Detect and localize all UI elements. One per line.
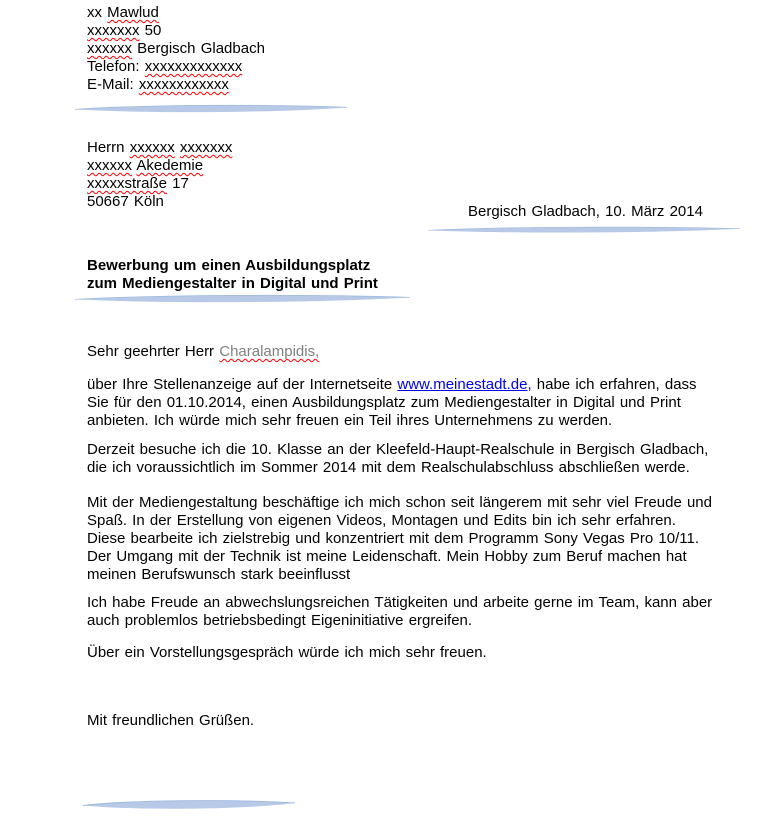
recipient-address-block [87,139,232,211]
sender-address-block [87,4,265,94]
misspelled-text: xxxxxstraße [87,175,168,192]
misspelled-text: xxxxxxx [179,139,233,156]
recipient-text: 50667 Köln [87,193,164,210]
misspelled-text: Mawlud [107,4,159,21]
paragraph-line: Derzeit besuche ich die 10. Klasse an der Kleefeld-Haupt-Realschule in Bergisch Gladbach, [87,441,709,458]
recipient-text: 17 [167,175,189,192]
recipient-city-line [87,193,232,211]
misspelled-text: Akedemie [136,157,204,174]
recipient-name: Charalampidis, [219,343,320,360]
meinestadt-link[interactable]: www.meinestadt.de, [397,376,532,393]
swoosh-footer [83,799,295,811]
swoosh-under-sender [75,104,347,114]
misspelled-text: xxxxxxxxxxxxx [144,58,243,75]
paragraph-text: habe ich erfahren, dass [531,376,697,393]
sender-text: E-Mail: [87,76,139,93]
body-paragraph-5: Über ein Vorstellungsgespräch würde ich mich sehr freuen. [87,644,487,661]
body-paragraph-4 [87,594,712,630]
misspelled-text: xxxxxx [87,40,132,57]
subject-line-2: zum Mediengestalter in Digital und Print [87,275,378,292]
paragraph-line: anbieten. Ich würde mich sehr freuen ein Teil ihres Unternehmens zu werden. [87,412,613,429]
sender-text: 50 [139,22,162,39]
sender-text: Telefon: [87,58,145,75]
paragraph-line [87,376,697,394]
paragraph-line: Der Umgang mit der Technik ist meine Leidenschaft. Mein Hobby zum Beruf machen hat [87,548,687,565]
paragraph-line: Diese bearbeite ich zielstrebig und konzentriert mit dem Programm Sony Vegas Pro 10/11. [87,530,700,547]
paragraph-line: Mit der Mediengestaltung beschäftige ich mich schon seit längerem mit sehr viel Freude und [87,494,712,511]
body-paragraph-3 [87,494,712,584]
subject-block [87,257,378,293]
sender-text: Bergisch Gladbach [132,40,265,57]
sender-line [87,40,265,58]
recipient-line [87,175,232,193]
sender-email-line [87,76,265,94]
recipient-text: Herrn [87,139,130,156]
misspelled-text: xxxxxxx [87,22,140,39]
body-paragraph-2 [87,441,708,477]
paragraph-line: meinen Berufswunsch stark beeinflusst [87,566,351,583]
body-paragraph-1 [87,376,697,430]
paragraph-text: über Ihre Stellenanzeige auf der Internetseite [87,376,398,393]
salutation-line [87,343,319,361]
swoosh-under-subject [75,294,410,304]
sender-line [87,22,265,40]
sender-line [87,4,265,22]
recipient-line [87,139,232,157]
misspelled-text: xxxxxx [129,139,175,156]
misspelled-text: xxxxxxxxxxxx [138,76,229,93]
date-line: Bergisch Gladbach, 10. März 2014 [468,203,703,220]
sender-phone-line [87,58,265,76]
paragraph-line: die ich voraussichtlich im Sommer 2014 mit dem Realschulabschluss abschließen werde. [87,459,690,476]
paragraph-line: auch problemlos betriebsbedingt Eigeninitiative ergreifen. [87,612,473,629]
paragraph-line: Ich habe Freude an abwechslungsreichen Tätigkeiten und arbeite gerne im Team, kann aber [87,594,713,611]
paragraph-line: Spaß. In der Erstellung von eigenen Videos, Montagen und Edits bin ich sehr erfahren. [87,512,676,529]
salutation-prefix: Sehr geehrter Herr [87,343,220,360]
paragraph-line: Sie für den 01.10.2014, einen Ausbildungsplatz zum Mediengestalter in Digital und Print [87,394,681,411]
sender-text: xx [87,4,108,21]
recipient-line [87,157,232,175]
misspelled-text: xxxxxx [87,157,132,174]
subject-line-1: Bewerbung um einen Ausbildungsplatz [87,257,371,274]
swoosh-under-date [428,226,740,234]
closing-line: Mit freundlichen Grüßen. [87,712,255,729]
